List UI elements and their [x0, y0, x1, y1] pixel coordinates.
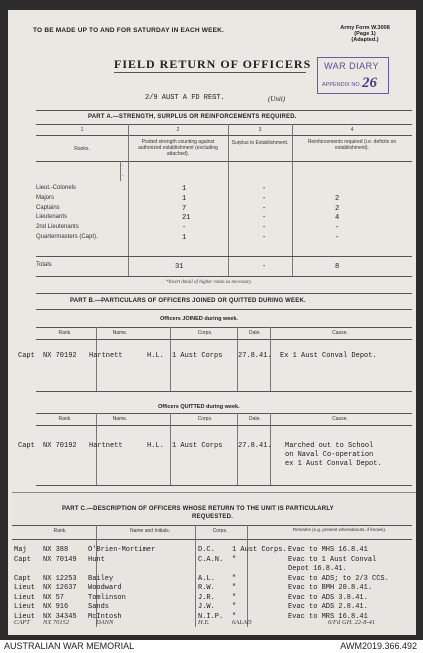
surplus-value: - — [262, 204, 267, 213]
part-a-header-posted: Posted strength counting against authorized establishment (excluding attached). — [138, 139, 218, 157]
reinforcements-value: 2 — [335, 204, 340, 213]
joined-row-name: Hartnett — [89, 352, 123, 360]
part-c-rank: Lieut — [14, 584, 36, 592]
part-c-name: Tomlinson — [88, 593, 126, 602]
quitted-col-name: Name. — [112, 416, 128, 422]
part-c-heading-line1: PART C.—DESCRIPTION OF OFFICERS WHOSE RETURN TO THE UNIT IS PARTICULARLY — [62, 506, 334, 512]
frequency-note: TO BE MADE UP TO AND FOR SATURDAY IN EACH WEEK. — [33, 27, 225, 34]
rule — [36, 309, 412, 310]
part-c-rank: Lieut — [14, 593, 36, 602]
part-c-heading-line2: REQUESTED. — [192, 514, 234, 520]
posted-value: 1 — [182, 185, 187, 193]
unit-name: 2/9 AUST A FD REGT. — [145, 94, 225, 102]
totals-surplus: - — [262, 263, 267, 271]
quitted-row-cause-line: Marched out to School — [285, 442, 374, 450]
joined-col-name: Name. — [112, 330, 128, 336]
stamp-number: 26 — [362, 75, 377, 91]
part-c-name: McIntosh — [88, 612, 122, 621]
rule — [36, 110, 412, 111]
form-number-line2: (Page 1) — [354, 31, 376, 37]
part-c-name: Sands — [88, 603, 110, 611]
col-divider — [195, 525, 196, 627]
joined-row-initials: H.L. — [147, 352, 164, 360]
joined-col-cause: Cause. — [332, 330, 348, 336]
handwritten-name: DANN — [96, 619, 114, 626]
part-c-remarks: Evac to ADS; to 2/3 CCS. — [288, 574, 389, 583]
part-c-remarks: Evac to BMH 20.8.41. — [288, 584, 373, 592]
part-c-number: NX 57 — [43, 593, 65, 602]
surplus-value: - — [262, 224, 267, 233]
part-a-header-reinforcements: Reinforcements required (i.e. deficits on establishment). — [307, 139, 397, 151]
part-c-initials: R.W. — [198, 584, 215, 592]
surplus-value: - — [262, 234, 267, 242]
surplus-value: - — [262, 185, 267, 193]
joined-row-rank: Capt — [18, 352, 35, 360]
part-b-heading: PART B.—PARTICULARS OF OFFICERS JOINED OR QUITTED DURING WEEK. — [70, 298, 306, 304]
joined-col-corps: Corps. — [197, 330, 213, 336]
quitted-row-name: Hartnett — [89, 442, 123, 450]
part-c-col-name: Name and Initials. — [129, 528, 171, 534]
rank-label: Lieut.-Colonels — [36, 185, 77, 191]
joined-heading: Officers JOINED during week. — [160, 316, 238, 322]
col-divider — [128, 124, 129, 276]
rule — [36, 339, 412, 340]
part-c-rank: Capt — [14, 555, 31, 564]
reinforcements-value: 4 — [335, 214, 340, 223]
rule — [36, 124, 412, 125]
rule — [36, 391, 412, 392]
totals-posted: 31 — [175, 263, 184, 271]
quitted-col-cause: Cause. — [332, 416, 348, 422]
part-c-col-rank: Rank. — [53, 528, 67, 534]
quitted-row-cause-line: ex 1 Aust Conval Depot. — [285, 460, 382, 468]
part-c-corps: " — [232, 584, 237, 592]
part-a-heading: PART A.—STRENGTH, SURPLUS OR REINFORCEMENTS REQUIRED. — [88, 114, 297, 120]
part-a-col-number: 3 — [258, 127, 262, 133]
quitted-heading: Officers QUITTED during week. — [158, 404, 240, 410]
part-c-initials: J.R. — [198, 593, 215, 602]
part-c-corps: " — [232, 612, 237, 621]
part-c-remarks: Evac to 1 Aust Conval — [288, 555, 377, 564]
part-c-name: Woodward — [88, 584, 122, 592]
joined-col-rank: Rank. — [58, 330, 72, 336]
quitted-col-rank: Rank. — [58, 416, 72, 422]
rule — [36, 135, 412, 136]
part-c-corps: " — [232, 603, 237, 611]
quitted-row-rank: Capt — [18, 442, 35, 450]
part-c-rank: Lieut — [14, 612, 36, 621]
title-underline — [114, 72, 306, 73]
credit-institution: AUSTRALIAN WAR MEMORIAL — [4, 641, 135, 651]
part-c-number: NX 70149 — [43, 555, 77, 564]
unit-label: (Unit) — [268, 95, 286, 103]
rank-label: Majors — [36, 194, 55, 201]
joined-row-corps: 1 Aust Corps — [172, 352, 223, 360]
part-c-remarks: Evac to ADS 2.8.41. — [288, 603, 368, 611]
part-c-initials: J.W. — [198, 603, 215, 611]
form-number — [330, 25, 400, 43]
part-c-corps: " — [232, 555, 237, 564]
part-c-remarks: Evac to MRS 16.8.41 — [288, 612, 368, 621]
col-divider — [170, 413, 171, 485]
posted-value: 21 — [182, 214, 191, 223]
handwritten-initials: H.E. — [198, 619, 210, 626]
col-divider — [120, 161, 121, 181]
part-c-number: NX 916 — [43, 603, 69, 611]
quitted-col-corps: Corps. — [197, 416, 213, 422]
part-c-name: Bailey — [88, 574, 114, 583]
posted-value: - — [182, 224, 187, 233]
part-c-number: NX 34345 — [43, 612, 77, 621]
quitted-row-date: 27.8.41. — [238, 442, 272, 450]
part-c-initials: N.I.P. — [198, 612, 224, 621]
form-number-line1: Army Form W.3008 — [340, 25, 390, 31]
part-c-name: Hunt — [88, 555, 105, 564]
part-a-footnote: *Insert detail of higher ranks as necessary. — [166, 280, 253, 285]
part-c-number: NX 12637 — [43, 584, 77, 592]
part-a-header-surplus: Surplus to Establishment. — [231, 140, 289, 146]
part-a-col-number: 4 — [350, 127, 354, 133]
part-c-corps: 1 Aust Corps. — [232, 546, 287, 554]
part-c-rank: Capt — [14, 574, 31, 583]
handwritten-rank: CAPT — [14, 619, 30, 626]
form-title: FIELD RETURN OF OFFICERS — [114, 57, 312, 71]
reinforcements-value: - — [335, 234, 340, 242]
rule — [36, 276, 412, 277]
part-c-initials: D.C. — [198, 546, 215, 554]
part-c-rank: Lieut — [14, 603, 36, 611]
part-c-number: NX 388 — [43, 546, 69, 554]
stamp-title: WAR DIARY — [324, 61, 380, 71]
rank-label: 2nd Lieutenants — [36, 224, 79, 231]
reinforcements-value: - — [335, 224, 340, 233]
reinforcements-value: 2 — [335, 194, 340, 203]
rule — [36, 256, 412, 257]
part-c-remarks: Evac to ADS 3.8.41. — [288, 593, 368, 602]
rule — [36, 327, 412, 328]
part-c-initials: A.L. — [198, 574, 215, 583]
part-c-remarks: Depot 16.8.41. — [288, 565, 347, 573]
surplus-value: - — [262, 214, 267, 223]
part-c-remarks: Evac to MHS 16.8.41 — [288, 546, 368, 554]
part-c-col-corps: Corps. — [212, 528, 228, 534]
handwritten-remarks: 6/Fd GH. 22-8-41 — [328, 619, 376, 626]
rule — [36, 293, 412, 294]
joined-row-date: 27.8.41. — [238, 352, 272, 360]
part-c-col-remarks: Remarks (e.g. present whereabouts, if known). — [292, 527, 387, 532]
rule — [36, 413, 412, 414]
col-divider — [292, 124, 293, 276]
part-a-col-number: 1 — [80, 127, 84, 133]
blank-rank-marker: . — [122, 162, 124, 168]
rank-label: Lieutenants — [36, 214, 68, 221]
handwritten-number: NX 70152 — [43, 619, 70, 626]
quitted-row-number: NX 70192 — [43, 442, 77, 450]
rule — [36, 425, 412, 426]
blank-rank-marker: . — [122, 172, 124, 178]
quitted-col-date: Date. — [249, 416, 261, 422]
rule — [12, 539, 412, 540]
stamp-label: APPENDIX NO. — [322, 82, 362, 88]
form-number-line3: (Adapted.) — [351, 37, 379, 43]
part-a-header-ranks: Ranks. — [74, 146, 90, 152]
part-c-name: O'Brien-Mortimer — [88, 546, 156, 554]
part-c-initials: C.A.N. — [198, 555, 224, 564]
posted-value: 7 — [182, 204, 187, 213]
part-c-corps: " — [232, 593, 237, 602]
rank-label: Captains — [36, 204, 60, 211]
col-divider — [228, 124, 229, 276]
totals-reinforcements: 8 — [335, 263, 340, 271]
joined-row-number: NX 70192 — [43, 352, 77, 360]
posted-value: 1 — [182, 234, 187, 242]
quitted-row-corps: 1 Aust Corps — [172, 442, 223, 450]
part-a-col-number: 2 — [176, 127, 180, 133]
col-divider — [170, 327, 171, 391]
handwritten-corps: 6ALAD — [232, 619, 252, 626]
rule — [12, 525, 412, 526]
part-c-corps: " — [232, 574, 237, 583]
credit-bar — [0, 640, 423, 653]
joined-row-cause: Ex 1 Aust Conval Depot. — [280, 352, 377, 360]
quitted-row-cause-line: on Naval Co-operation — [285, 451, 374, 459]
rule — [36, 161, 412, 162]
rule — [36, 485, 412, 486]
surplus-value: - — [262, 194, 267, 203]
joined-col-date: Date. — [249, 330, 261, 336]
part-c-rank: Maj — [14, 546, 27, 554]
rank-label: Quartermasters (Capt). — [36, 234, 98, 240]
credit-accession: AWM2019.366.492 — [340, 641, 417, 651]
posted-value: 1 — [182, 194, 187, 203]
quitted-row-initials: H.L. — [147, 442, 164, 450]
part-c-number: NX 12253 — [43, 574, 77, 583]
col-divider — [247, 525, 248, 627]
totals-label: Totals — [36, 262, 52, 268]
war-diary-stamp — [317, 57, 389, 94]
